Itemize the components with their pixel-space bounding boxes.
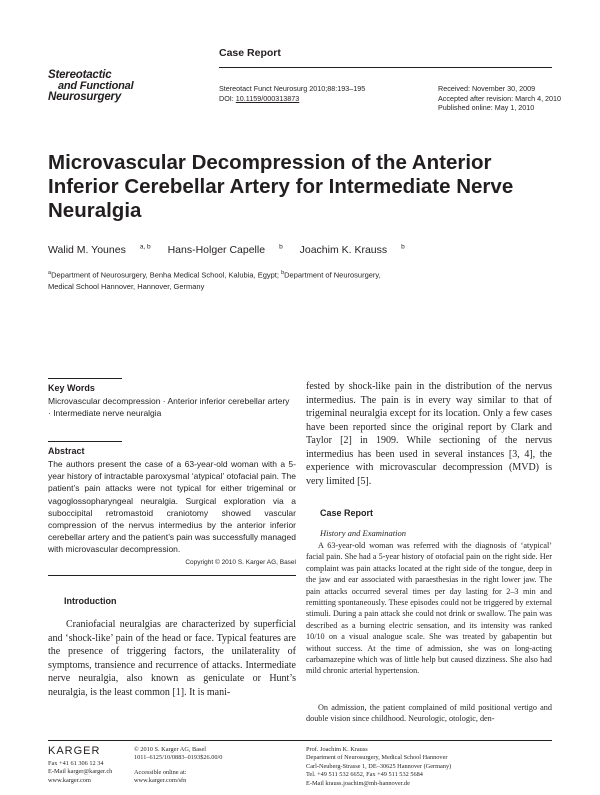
- introduction-heading: Introduction: [64, 596, 117, 606]
- affiliation-text: Department of Neurosurgery,: [284, 270, 381, 280]
- publisher-email[interactable]: E-Mail karger@karger.ch: [48, 768, 113, 776]
- introduction-continued: fested by shock-like pain in the distribution of the nervus intermedius. The pain is in every way similar to that of trigeminal neuralgia except for its location. Only a few cases have been reported since the original report by Clark and Taylor [2] in 1909. While sectioning of the nervus intermedius has been used in several instances [3, 4], the experience with microvascular decompression (MVD) is very limited [5].: [306, 381, 552, 487]
- header-rule: [219, 67, 552, 68]
- journal-logo-line-2: and Functional: [58, 80, 134, 92]
- introduction-text: Craniofacial neuralgias are characterized by superficial and ‘shock-like’ pain of the head or face. Typical features are the presence of triggering factors, the unilaterality of symptoms, transience and recurrence of attacks. Intermediate nerve neuralgia, also known as geniculate or Hunt’s neuralgia, is the least common [1]. It is mani-: [48, 619, 296, 698]
- footer-rule: [48, 740, 552, 741]
- publisher-fax: Fax +41 61 306 12 34: [48, 760, 104, 767]
- article-title: Microvascular Decompression of the Anterior Inferior Cerebellar Artery for Intermediate Nerve Neuralgia: [48, 151, 514, 222]
- author-affiliation-marker: a, b: [139, 243, 151, 250]
- author-name: Hans-Holger Capelle: [167, 243, 266, 256]
- doi-link[interactable]: 10.1159/000313873: [235, 93, 300, 103]
- journal-logo: [48, 70, 166, 103]
- publisher-logo: KARGER: [48, 745, 101, 757]
- publisher-contact: [48, 760, 112, 785]
- doi-line: [219, 94, 365, 104]
- case-paragraph-2: On admission, the patient complained of mild positional vertigo and double vision since childhood. Neurologic, otologic, den-: [306, 703, 552, 724]
- affiliation-line-2: Medical School Hannover, Hannover, Germany: [48, 281, 205, 291]
- author: [48, 244, 151, 256]
- corr-email[interactable]: E-Mail krauss.joachim@mh-hannover.de: [306, 779, 410, 787]
- journal-logo-line-3: Neurosurgery: [48, 91, 122, 103]
- corr-name: Prof. Joachim K. Krauss: [306, 746, 368, 753]
- corr-address: Carl-Neuberg-Strasse 1, DE–30625 Hannover (Germany): [306, 762, 452, 770]
- abstract-end-rule: [48, 575, 296, 576]
- abstract-heading: Abstract: [48, 446, 85, 456]
- abstract-text: The authors present the case of a 63-year-old woman with a 5-year history of intractable paroxysmal ‘atypical’ otofacial pain. The patient’s pain attacks were not typical for either trigeminal or vagoglossopharyngeal neuralgia. Surgical exploration via a suboccipital retromastoid craniotomy showed vascular compression of the nervus intermedius by the anterior inferior cerebellar artery and the patient’s pain was successfully managed with microvascular decompression.: [48, 459, 296, 555]
- citation: Stereotact Funct Neurosurg 2010;88:193–195: [219, 84, 366, 93]
- author-list: [48, 243, 419, 256]
- case-report-heading: Case Report: [320, 508, 374, 518]
- footer-copyright: © 2010 S. Karger AG, Basel: [134, 746, 207, 753]
- author-name: Walid M. Younes: [48, 243, 126, 256]
- dates-block: [438, 84, 561, 113]
- abstract-copyright: Copyright © 2010 S. Karger AG, Basel: [185, 559, 296, 566]
- citation-block: [219, 84, 365, 103]
- author: [300, 244, 405, 256]
- corr-phone: Tel. +49 511 532 6652, Fax +49 511 532 5684: [306, 771, 423, 779]
- abstract-rule: [48, 441, 122, 442]
- affiliation-text: Department of Neurosurgery, Benha Medical School, Kalubia, Egypt;: [51, 270, 279, 280]
- history-subheading: History and Examination: [320, 528, 406, 538]
- published-date: Published online: May 1, 2010: [438, 103, 535, 112]
- keywords-heading: Key Words: [48, 383, 95, 393]
- doi-label: DOI:: [219, 93, 236, 103]
- publisher-website[interactable]: www.karger.com: [48, 776, 91, 784]
- keywords-text: Microvascular decompression · Anterior inferior cerebellar artery · Intermediate nerve neuralgia: [48, 396, 290, 419]
- received-date: Received: November 30, 2009: [438, 84, 536, 93]
- affiliation-marker: a: [48, 270, 52, 276]
- online-url[interactable]: www.karger.com/sfn: [134, 777, 187, 785]
- case-paragraph-1: A 63-year-old woman was referred with the diagnosis of ‘atypical’ facial pain. She had a 5-year history of otofacial pain on the right side. Her complaint was pain attacks located at the right side of the tongue, deep in the jaw and ear associated with paraesthesias in the right lower jaw. The pain attacks occurred several times per day lasting for 2–3 min and remitting spontaneously. These episodes could not be triggered by external stimuli. During a pain attack she could not drink or swallow. The pain was described as a burning electric sensation, and its intensity was ranked 10/10 on a visual analogue scale. She was treated by gabapentin but without success. At the time of admission, she was on long-acting carbamazepine which was of little help but caused dizziness. She also had mild chronic arterial hypertension.: [306, 541, 552, 676]
- author-affiliation-marker: b: [279, 243, 283, 250]
- author-name: Joachim K. Krauss: [299, 243, 388, 256]
- footer-issn: 1011–6125/10/0883–0193$26.00/0: [134, 754, 223, 762]
- affiliation-line-1: [48, 268, 418, 281]
- journal-logo-line-1: Stereotactic: [48, 69, 112, 81]
- affiliations: [48, 268, 418, 292]
- corr-dept: Department of Neurosurgery, Medical School Hannover: [306, 754, 448, 762]
- accepted-date: Accepted after revision: March 4, 2010: [438, 93, 562, 103]
- online-label: Accessible online at:: [134, 768, 187, 776]
- article-type-label: Case Report: [219, 47, 281, 59]
- affiliation-marker: b: [281, 270, 285, 276]
- correspondence-block: [306, 746, 451, 788]
- copyright-block: [134, 746, 222, 786]
- author-affiliation-marker: b: [401, 243, 405, 250]
- author: [168, 244, 283, 256]
- keywords-rule: [48, 378, 122, 379]
